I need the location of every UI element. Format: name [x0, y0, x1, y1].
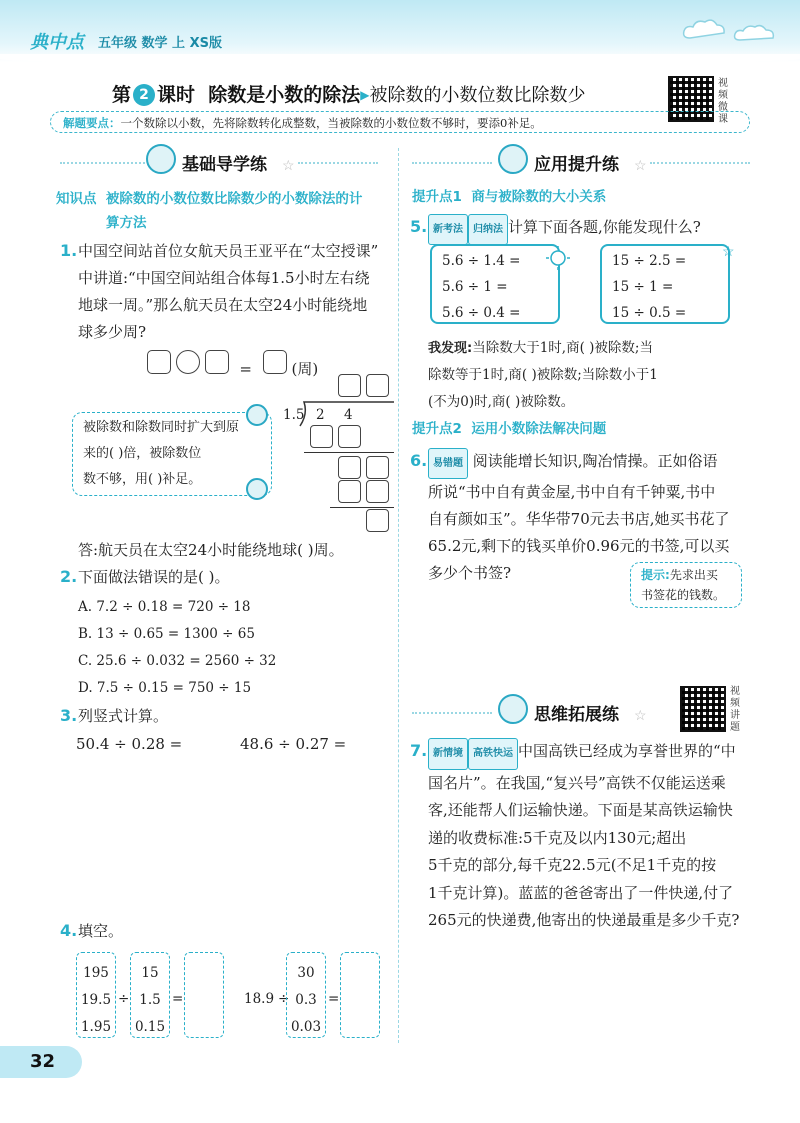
- digit-box[interactable]: [338, 374, 361, 397]
- question-number: 7.: [410, 741, 428, 760]
- q7-stem: 新情境 高铁快运 中国高铁已经成为享誉世界的“中 国名片”。在我国,“复兴号”高铁不仅能运送乘 客,还能帮人们运输快递。下面是某高铁运输快 递的收费标准:5千克及以内130元;超出 5千克的部分,每千克22.5元(不足1千克的按 1千克计算)。蓝蓝的爸爸寄出了一件快递,付了 265元的快递费,他寄出的快递最重是多少千克?: [428, 738, 750, 935]
- digit-box[interactable]: [366, 374, 389, 397]
- grade-label: 五年级 数学 上 XS版: [98, 36, 222, 51]
- section-title-basic: 基础导学练: [182, 155, 267, 175]
- section-title-extend: 思维拓展练: [534, 705, 619, 725]
- q1-answer: 答:航天员在太空24小时能绕地球( )周。: [78, 541, 344, 559]
- equals-sign: =: [172, 991, 184, 1007]
- triangle-icon: ▶: [360, 88, 370, 102]
- option-d[interactable]: D. 7.5 ÷ 0.15 = 750 ÷ 15: [78, 680, 252, 696]
- section-title-apply: 应用提升练: [534, 155, 619, 175]
- q4-divisors-2: 30 0.3 0.03: [290, 965, 322, 1035]
- q4-dividends: 195 19.5 1.95: [80, 965, 112, 1035]
- question-number: 6.: [410, 451, 428, 470]
- digit-box[interactable]: [338, 425, 361, 448]
- sun-icon: [545, 245, 571, 271]
- knowledge-point-cont: 算方法: [106, 215, 147, 231]
- option-a[interactable]: A. 7.2 ÷ 0.18 = 720 ÷ 18: [78, 599, 251, 615]
- q6-hint: 提示:先求出买 书签花的钱数。: [630, 562, 742, 608]
- q4-dividend: 18.9: [244, 991, 275, 1007]
- q1-equation: = (周): [147, 350, 318, 383]
- star-icon: ☆: [634, 158, 647, 174]
- point-2: 提升点2 运用小数除法解决问题: [412, 421, 607, 437]
- shooting-star-icon: ☆: [722, 244, 735, 260]
- brand-logo: 典中点: [30, 32, 84, 53]
- answer-column[interactable]: [340, 952, 380, 1038]
- page-number: 32: [0, 1046, 82, 1078]
- mascot-icon: [246, 478, 268, 500]
- q2-options: [78, 594, 276, 702]
- point-1: 提升点1 商与被除数的大小关系: [412, 189, 607, 205]
- q5-stem: 新考法 归纳法 计算下面各题,你能发现什么?: [428, 214, 701, 245]
- q3-item: 50.4 ÷ 0.28 =: [76, 735, 183, 753]
- divisor: 1.5: [283, 407, 305, 423]
- lesson-title: 第 2 课时 除数是小数的除法▶被除数的小数位数比除数少: [112, 84, 586, 106]
- div-sign: ÷: [278, 991, 290, 1007]
- question-number: 1.: [60, 241, 78, 260]
- question-number: 2.: [60, 567, 78, 586]
- hint-box: 被除数和除数同时扩大到原 来的( )倍，被除数位 数不够，用( )补足。: [72, 412, 272, 496]
- division-line: [330, 507, 394, 508]
- q2-stem: 下面做法错误的是( )。: [78, 568, 230, 586]
- answer-box[interactable]: [263, 350, 287, 374]
- equals-sign: =: [328, 991, 340, 1007]
- q5-findings: 我发现:当除数大于1时,商( )被除数;当 除数等于1时,商( )被除数;当除数小于1 (不为0)时,商( )被除数。: [428, 340, 658, 410]
- section-line: [412, 712, 492, 714]
- answer-box[interactable]: [205, 350, 229, 374]
- section-line: [60, 162, 160, 164]
- star-icon: ☆: [282, 158, 295, 174]
- q3-stem: 列竖式计算。: [78, 707, 169, 725]
- div-sign: ÷: [118, 991, 130, 1007]
- digit-box[interactable]: [366, 480, 389, 503]
- question-number: 5.: [410, 217, 428, 236]
- answer-column[interactable]: [184, 952, 224, 1038]
- q4-stem: 填空。: [78, 922, 124, 940]
- cloud-decoration-icon: [680, 14, 790, 46]
- star-icon: ☆: [634, 708, 647, 724]
- knowledge-point: 知识点 被除数的小数位数比除数少的小数除法的计: [56, 191, 363, 207]
- dividend-digit: 4: [344, 407, 353, 423]
- q3-item: 48.6 ÷ 0.27 =: [240, 735, 347, 753]
- dividend-digit: 2: [316, 407, 325, 423]
- digit-box[interactable]: [366, 509, 389, 532]
- digit-box[interactable]: [338, 480, 361, 503]
- mascot-icon: [498, 694, 528, 724]
- q4-divisors: 15 1.5 0.15: [134, 965, 166, 1035]
- answer-box[interactable]: [147, 350, 171, 374]
- section-line: [412, 162, 492, 164]
- question-number: 3.: [60, 706, 78, 725]
- qr-code-icon[interactable]: [680, 686, 726, 732]
- q1-stem: 中国空间站首位女航天员王亚平在“太空授课” 中讲道:“中国空间站组合体每1.5小时左右绕 地球一周。”那么航天员在太空24小时能绕地 球多少周?: [78, 242, 379, 341]
- column-divider: [398, 148, 399, 1043]
- q5-right-items: 15 ÷ 2.5 = 15 ÷ 1 = 15 ÷ 0.5 =: [612, 253, 687, 321]
- digit-box[interactable]: [338, 456, 361, 479]
- question-number: 4.: [60, 921, 78, 940]
- option-b[interactable]: B. 13 ÷ 0.65 = 1300 ÷ 65: [78, 626, 255, 642]
- digit-box[interactable]: [366, 456, 389, 479]
- option-c[interactable]: C. 25.6 ÷ 0.032 = 2560 ÷ 32: [78, 653, 277, 669]
- tip-bar: 解题要点：一个数除以小数，先将除数转化成整数，当被除数的小数位数不够时，要添0补足。: [50, 111, 750, 133]
- lesson-number-badge: 2: [133, 84, 155, 106]
- division-line: [304, 452, 394, 453]
- mascot-icon: [246, 404, 268, 426]
- operator-circle[interactable]: [176, 350, 200, 374]
- qr-label: 视频微课: [718, 78, 728, 125]
- qr-label: 视频讲题: [730, 686, 740, 733]
- mascot-icon: [498, 144, 528, 174]
- section-line: [298, 162, 378, 164]
- mascot-icon: [146, 144, 176, 174]
- q6-stem: 易错题 阅读能增长知识,陶冶情操。正如俗语 所说“书中自有黄金屋,书中自有千钟粟,书中 自有颜如玉”。华华带70元去书店,她买书花了 65.2元,剩下的钱买单价0.96元的书签,可以买 多少个书签?: [428, 448, 750, 587]
- digit-box[interactable]: [310, 425, 333, 448]
- section-line: [650, 162, 750, 164]
- q5-left-items: 5.6 ÷ 1.4 = 5.6 ÷ 1 = 5.6 ÷ 0.4 =: [442, 253, 521, 321]
